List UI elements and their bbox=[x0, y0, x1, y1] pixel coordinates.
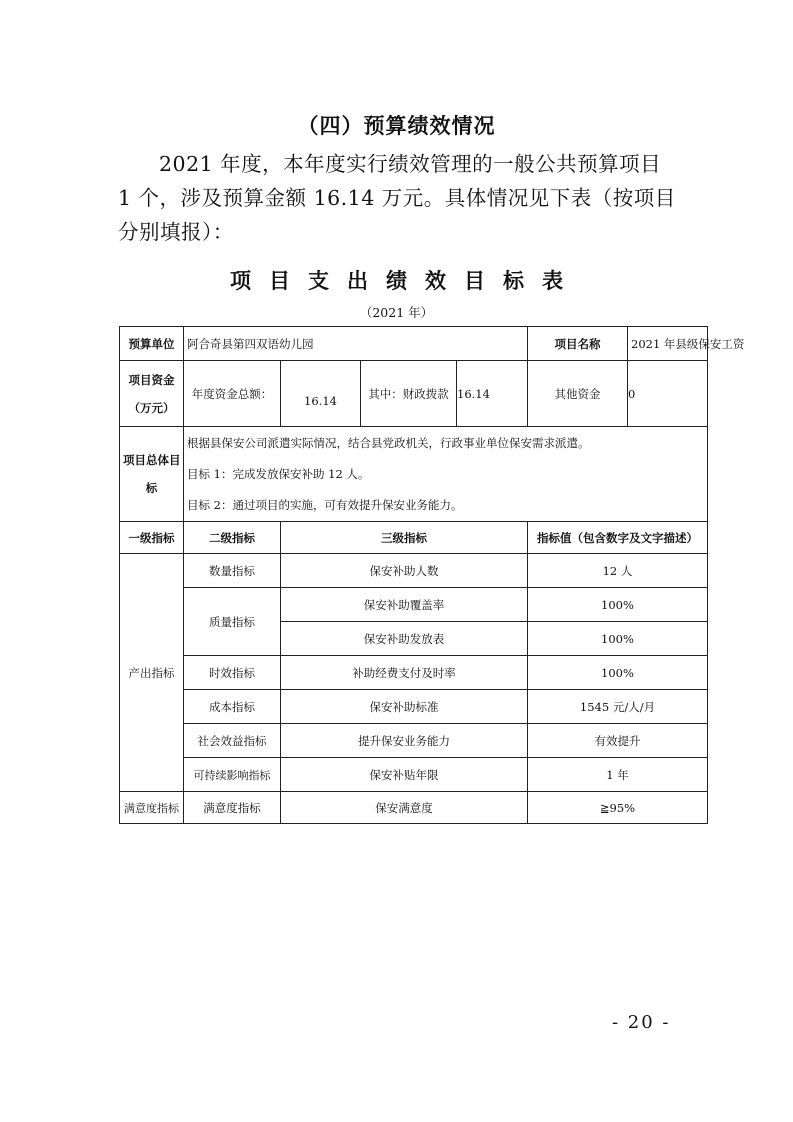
level3-indicator: 保安补助标准 bbox=[281, 690, 528, 724]
goals-label-line: 项目总体目 bbox=[123, 453, 181, 467]
table-row bbox=[120, 361, 708, 427]
level3-indicator: 保安补助覆盖率 bbox=[281, 588, 528, 622]
funds-fiscal-value: 16.14 bbox=[457, 361, 528, 427]
table-row bbox=[120, 522, 708, 554]
indicator-value: 100% bbox=[528, 656, 708, 690]
column-header: 指标值（包含数字及文字描述） bbox=[528, 522, 708, 554]
level3-indicator: 保安满意度 bbox=[281, 792, 528, 824]
indicator-value: 100% bbox=[528, 622, 708, 656]
level2-indicator: 社会效益指标 bbox=[184, 724, 281, 758]
satisfaction-category: 满意度指标 bbox=[120, 792, 184, 824]
funds-other-value: 0 bbox=[628, 361, 708, 427]
table-row bbox=[120, 792, 708, 824]
indicator-value: 1 年 bbox=[528, 758, 708, 792]
paragraph-line: 1 个，涉及预算金额 16.14 万元。具体情况见下表（按项目 bbox=[118, 186, 676, 210]
funds-label-line: （万元） bbox=[128, 400, 175, 415]
indicator-value: ≧95% bbox=[528, 792, 708, 824]
funds-label-line: 项目资金 bbox=[128, 372, 175, 387]
funds-total-value: 16.14 bbox=[281, 361, 361, 427]
level2-indicator: 质量指标 bbox=[184, 588, 281, 656]
table-row bbox=[120, 554, 708, 588]
project-label: 项目名称 bbox=[528, 327, 628, 361]
table-row bbox=[120, 427, 708, 522]
column-header: 二级指标 bbox=[184, 522, 281, 554]
column-header: 三级指标 bbox=[281, 522, 528, 554]
funds-total-label: 年度资金总额： bbox=[184, 361, 281, 427]
funds-other-label: 其他资金 bbox=[528, 361, 628, 427]
level3-indicator: 保安补助发放表 bbox=[281, 622, 528, 656]
indicator-value: 1545 元/人/月 bbox=[528, 690, 708, 724]
column-header: 一级指标 bbox=[120, 522, 184, 554]
level2-indicator: 数量指标 bbox=[184, 554, 281, 588]
goal-line: 目标 1：完成发放保安补助 12 人。 bbox=[187, 466, 370, 481]
paragraph-line: 分别填报）： bbox=[118, 220, 234, 244]
output-category: 产出指标 bbox=[120, 554, 184, 792]
section-heading: （四）预算绩效情况 bbox=[297, 114, 496, 138]
project-value: 2021 年县级保安工资 bbox=[628, 327, 708, 361]
goals-label bbox=[120, 427, 184, 522]
table-row bbox=[120, 327, 708, 361]
goal-line: 根据县保安公司派遣实际情况，结合县党政机关，行政事业单位保安需求派遣。 bbox=[187, 435, 590, 450]
goal-line: 目标 2：通过项目的实施，可有效提升保安业务能力。 bbox=[187, 497, 463, 512]
unit-label: 预算单位 bbox=[120, 327, 184, 361]
table-row bbox=[120, 758, 708, 792]
paragraph-line: 2021 年度，本年度实行绩效管理的一般公共预算项目 bbox=[159, 152, 662, 176]
level2-indicator: 成本指标 bbox=[184, 690, 281, 724]
performance-table bbox=[119, 326, 745, 824]
funds-label bbox=[120, 361, 184, 427]
funds-fiscal-label: 其中：财政拨款 bbox=[361, 361, 457, 427]
level3-indicator: 补助经费支付及时率 bbox=[281, 656, 528, 690]
table-row bbox=[120, 656, 708, 690]
level2-indicator: 满意度指标 bbox=[184, 792, 281, 824]
intro-paragraph bbox=[118, 147, 678, 249]
level2-indicator: 可持续影响指标 bbox=[184, 758, 281, 792]
table-year: （2021 年） bbox=[359, 305, 434, 320]
level3-indicator: 保安补贴年限 bbox=[281, 758, 528, 792]
table-title: 项目支出绩效目标表 bbox=[230, 269, 581, 293]
table-row bbox=[120, 724, 708, 758]
indicator-value: 有效提升 bbox=[528, 724, 708, 758]
goals-label-line: 标 bbox=[145, 481, 158, 495]
level3-indicator: 保安补助人数 bbox=[281, 554, 528, 588]
table-row bbox=[120, 588, 708, 622]
indicator-value: 100% bbox=[528, 588, 708, 622]
level3-indicator: 提升保安业务能力 bbox=[281, 724, 528, 758]
level2-indicator: 时效指标 bbox=[184, 656, 281, 690]
table-row bbox=[120, 690, 708, 724]
page-number: - 20 - bbox=[612, 1012, 671, 1033]
unit-value: 阿合奇县第四双语幼儿园 bbox=[184, 327, 528, 361]
indicator-value: 12 人 bbox=[528, 554, 708, 588]
goals-content bbox=[184, 427, 708, 522]
